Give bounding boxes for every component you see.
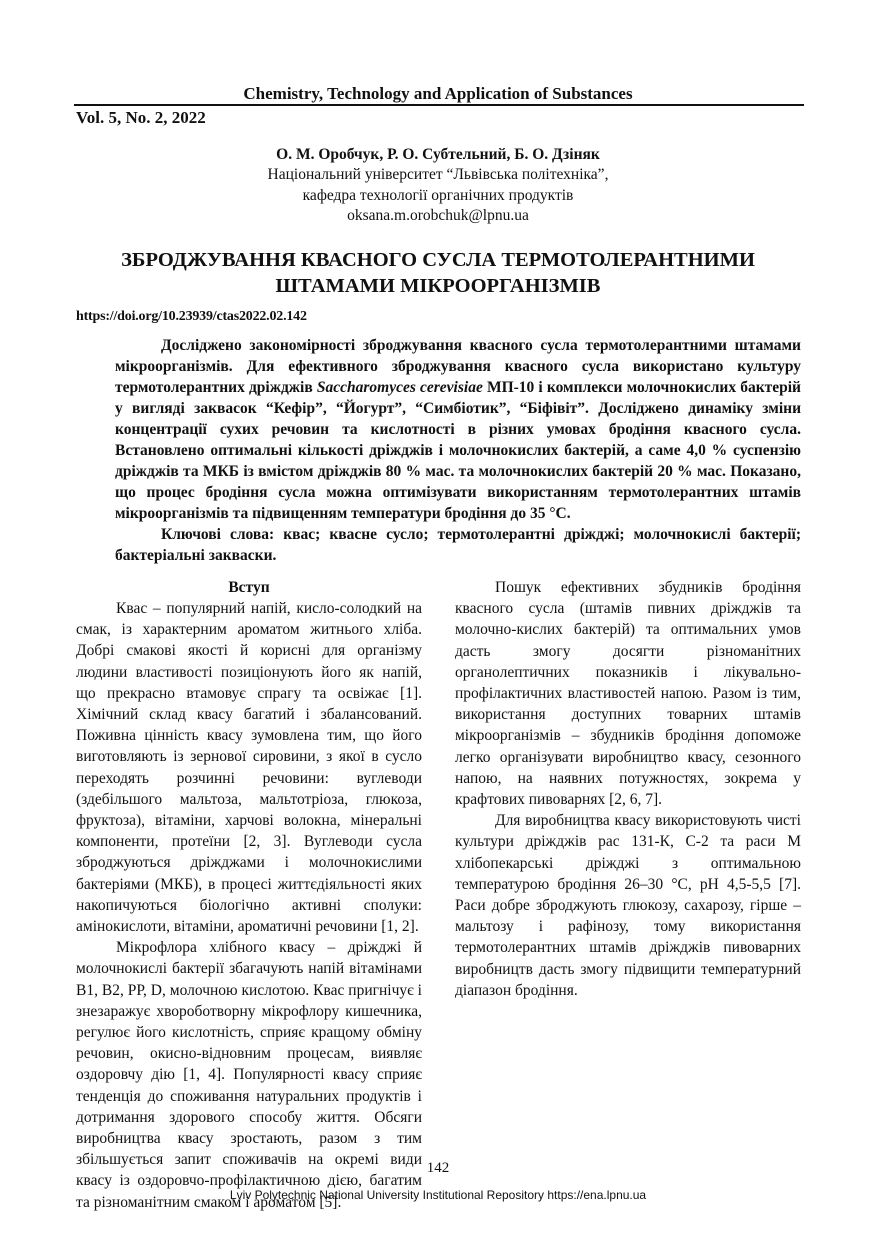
left-column (76, 577, 422, 1213)
keywords: Ключові слова: квас; квасне сусло; термотолерантні дріжджі; молочнокислі бактерії; бактеріальні закваски. (115, 526, 801, 564)
affiliation-department: кафедра технології органічних продуктів (302, 187, 574, 204)
doi-link[interactable]: https://doi.org/10.23939/ctas2022.02.142 (76, 309, 307, 324)
section-heading-intro: Вступ (228, 579, 270, 596)
journal-title: Chemistry, Technology and Application of Substances (243, 84, 633, 103)
authors: О. М. Оробчук, Р. О. Субтельний, Б. О. Дзіняк (276, 146, 600, 163)
intro-paragraph-1: Квас – популярний напій, кисло-солодкий на смак, із характерним ароматом житнього хліба. Добрі смакові якості й корисні для організму людини властивості позиціонують його як напій, що прекрасно втамовує спрагу та освіжає [1]. Хімічний склад квасу багатий і збалансований. Поживна цінність квасу зумовлена тим, що його виготовляють із зернової сировини, з якої в сусло переходять розчинні речовини: вуглеводи (здебільшого мальтоза, мальтотріоза, глюкоза, фруктоза), вітаміни, харчові волокна, мінеральні компоненти, протеїни [2, 3]. Вуглеводи сусла зброджуються дріжджами і молочнокислими бактеріями (МКБ), в процесі життєдіяльності яких накопичуються біологічно активні сполуки: амінокислоти, вітаміни, ароматичні речовини [1, 2]. (76, 600, 422, 936)
abstract-text (115, 335, 801, 524)
repository-footer: Lviv Polytechnic National University Institutional Repository https://ena.lpnu.ua (229, 1188, 647, 1202)
author-email: oksana.m.orobchuk@lpnu.ua (347, 207, 529, 224)
affiliation-university: Національний університет “Львівська політехніка”, (267, 166, 609, 183)
abstract (115, 335, 801, 566)
species-name: Saccharomyces cerevisiae (316, 379, 483, 396)
abstract-text-part-1: Досліджено закономірності зброджування квасного сусла термотолерантними штамами мікроорганізмів. Для ефективного зброджування квасного сусла використано культуру термотолерантних дріжджів (115, 337, 801, 396)
paper-title (0, 247, 876, 299)
volume-info: Vol. 5, No. 2, 2022 (76, 108, 206, 127)
right-column (455, 577, 801, 1001)
title-line-2: ШТАМАМИ МІКРООРГАНІЗМІВ (275, 275, 601, 297)
title-line-1: ЗБРОДЖУВАННЯ КВАСНОГО СУСЛА ТЕРМОТОЛЕРАНТНИМИ (121, 249, 755, 271)
page-number: 142 (426, 1160, 450, 1176)
intro-paragraph-3: Пошук ефективних збудників бродіння квасного сусла (штамів пивних дріжджів та молочно-кислих бактерій) та оптимальних умов дасть змогу досягти різноманітних органолептичних показників і лікувально-профілактичних властивостей напою. Разом із тим, використання доступних товарних штамів мікроорганізмів – збудників бродіння допоможе легко організувати виробництво квасу, сезонного напою, на наявних потужностях, зокрема у крафтових пивоварнях [2, 6, 7]. (455, 579, 801, 809)
abstract-text-part-2: МП-10 і комплекси молочнокислих бактерій у вигляді заквасок “Кефір”, “Йогурт”, “Симбіотик”, “Біфівіт”. Досліджено динаміку зміни концентрації сухих речовин та кислотності в різних умовах бродіння квасного сусла. Встановлено оптимальні кількості дріжджів і молочнокислих бактерій, а саме 4,0 % суспензію дріжджів та МКБ із вмістом дріжджів 80 % мас. та молочнокислих бактерій 20 % мас. Показано, що процес бродіння сусла можна оптимізувати використанням термотолерантних штамів мікроорганізмів та підвищенням температури бродіння до 35 °С. (115, 379, 801, 522)
header-rule (74, 104, 804, 106)
intro-paragraph-2: Мікрофлора хлібного квасу – дріжджі й молочнокислі бактерії збагачують напій вітамінами В1, В2, РР, D, молочною кислотою. Квас пригнічує і знезаражує хвороботворну мікрофлору кишечника, регулює його кислотність, сприяє кращому обміну речовин, окисно-відновним процесам, виявляє оздоровчу дію [1, 4]. Популярності квасу сприяє тенденція до споживання натуральних продуктів і дотримання здорового способу життя. Обсяги виробництва квасу зростають, разом з тим збільшується запит споживачів на окремі види квасу із оздоровчо-профілактичною дією, багатим та різноманітним смаком і ароматом [5]. (76, 939, 422, 1211)
intro-paragraph-4: Для виробництва квасу використовують чисті культури дріжджів рас 131-К, С-2 та раси М хлібопекарські дріжджі з оптимальною температурою бродіння 26–30 °С, рН 4,5-5,5 [7]. Раси добре зброджують глюкозу, сахарозу, гірше – мальтозу і рафінозу, тому використання термотолерантних штамів дріжджів пивоварних виробництв дасть змогу підвищити температурний діапазон бродіння. (455, 812, 801, 999)
